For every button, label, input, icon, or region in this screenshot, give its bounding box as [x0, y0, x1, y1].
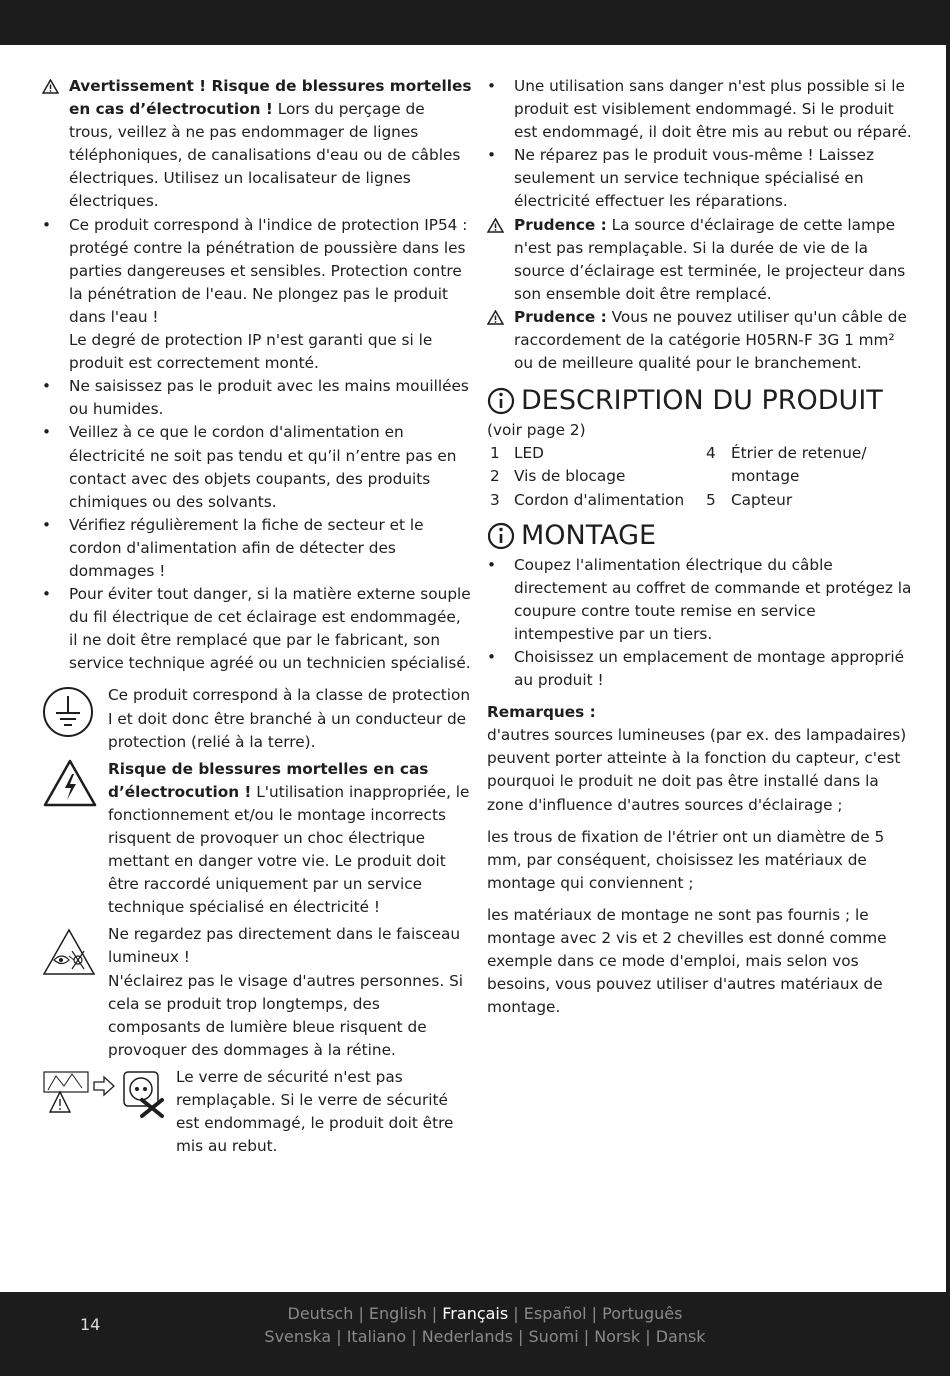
language-list: Deutsch | English | Français | Español | Português Svenska | Italiano | Nederlands | Suomi | Norsk | Dansk [264, 1304, 706, 1346]
top-bar [0, 0, 946, 45]
list-item: • Ne saisissez pas le produit avec les mains mouillées ou humides. [42, 377, 469, 419]
list-item: • Ne réparez pas le produit vous-même ! Laissez seulement un service technique spécialisé en électricité effectuer les réparations. [487, 146, 874, 211]
info-icon [487, 387, 515, 415]
section-heading-montage: MONTAGE [487, 518, 912, 554]
earth-ground-icon [42, 686, 94, 738]
active-language: Français [442, 1304, 509, 1323]
list-item: Cordon d'alimentation [514, 490, 685, 509]
list-item: • Choisissez un emplacement de montage approprié au produit ! [487, 647, 905, 690]
right-column [487, 75, 912, 1019]
caution-cable: Prudence : Vous ne pouvez utiliser qu'un câble de raccordement de la catégorie H05RN-F 3G 1 mm² ou de meilleure qualité pour le branchement. [487, 306, 912, 375]
page-number: 14 [80, 1315, 101, 1334]
list-item: • Veillez à ce que le cordon d'alimentation en électricité ne soit pas tendu et qu’il n’entre pas en contact avec des objets coupants, des produits chimiques ou des solvants. [42, 423, 457, 511]
warning-triangle-icon [487, 218, 504, 233]
protection-class-note: Ce produit correspond à la classe de protection I et doit donc être branché à un conducteur de protection (relié à la terre). [42, 684, 472, 753]
list-item: Étrier de retenue/ montage [731, 444, 867, 486]
list-item: • Vérifiez régulièrement la fiche de secteur et le cordon d'alimentation afin de détecter des dommages ! [42, 515, 424, 580]
broken-glass-icon [42, 1068, 170, 1118]
left-column [42, 75, 472, 1158]
section-heading-description: DESCRIPTION DU PRODUIT [487, 383, 912, 419]
high-voltage-icon [42, 758, 98, 808]
remark-paragraph: les matériaux de montage ne sont pas fournis ; le montage avec 2 vis et 2 chevilles est donné comme exemple dans ce mode d'emploi, mais selon vos besoins, vous pouvez utiliser d'autres matériaux de montage. [487, 905, 887, 1017]
remarks-heading: Remarques : [487, 703, 596, 722]
list-item: • Ce produit correspond à l'indice de protection IP54 : protégé contre la pénétration de poussière dans les parties dangereuses et sensibles. Protection contre la pénétration de l'eau. Ne plongez pas le produit dans l'eau ! Le degré de protection IP n'est garanti que si le produit est correctement monté. [42, 215, 468, 373]
warning-triangle-icon [42, 79, 59, 94]
shock-warning: Risque de blessures mortelles en cas d’électrocution ! L'utilisation inappropriée, le fonctionnement et/ou le montage incorrects risquent de provoquer un choc électrique mettant en danger votre vie. Le produit doit être raccordé uniquement par un service technique spécialisé en électricité ! [42, 758, 472, 920]
caution-light-source: Prudence : La source d'éclairage de cette lampe n'est pas remplaçable. Si la durée de vie de la source d’éclairage est terminée, le projecteur dans son ensemble doit être remplacé. [487, 214, 912, 306]
list-item: • Coupez l'alimentation électrique du câble directement au coffret de commande et protégez la coupure contre toute remise en service intempestive par un tiers. [487, 555, 912, 643]
list-item: • Pour éviter tout danger, si la matière externe souple du fil électrique de cet éclairage est endommagée, il ne doit être remplacé que par le fabricant, son service technique agréé ou un technicien spécialisé. [42, 585, 471, 673]
list-item: Capteur [731, 490, 793, 509]
eye-hazard-icon [42, 927, 96, 977]
see-page-note: (voir page 2) [487, 421, 586, 440]
beam-warning: Ne regardez pas directement dans le faisceau lumineux ! N'éclairez pas le visage d'autres personnes. Si cela se produit trop longtemps, des composants de lumière bleue risquent de provoquer des dommages à la rétine. [42, 923, 472, 1062]
right-edge-bar [946, 0, 950, 1376]
parts-list: 1 LED 4 Étrier de retenue/ montage 2 Vis de blocage 3 Cordon d'alimentation 5 Capteur [487, 442, 912, 511]
warning-text: Lors du perçage de trous, veillez à ne pas endommager de lignes téléphoniques, de canalisations d'eau ou de câbles électriques. Utilisez un localisateur de lignes électriques. [69, 100, 461, 211]
warning-title: Avertissement ! Risque de blessures mortelles en cas d’électrocution ! [69, 77, 472, 119]
remark-paragraph: d'autres sources lumineuses (par ex. des lampadaires) peuvent porter atteinte à la fonction du capteur, c'est pourquoi le produit ne doit pas être installé dans la zone d'influence d'autres sources d'éclairage ; [487, 726, 907, 814]
list-item: Vis de blocage [514, 467, 626, 486]
warning-electrocution [42, 75, 472, 214]
info-icon [487, 522, 515, 550]
safety-glass-note: Le verre de sécurité n'est pas remplaçable. Si le verre de sécurité est endommagé, le produit doit être mis au rebut. [42, 1066, 472, 1158]
list-item: • Une utilisation sans danger n'est plus possible si le produit est visiblement endommagé. Si le produit est endommagé, il doit être mis au rebut ou réparé. [487, 77, 912, 142]
warning-triangle-icon [487, 310, 504, 325]
remark-paragraph: les trous de fixation de l'étrier ont un diamètre de 5 mm, par conséquent, choisissez les matériaux de montage qui conviennent ; [487, 827, 885, 892]
list-item: LED [514, 444, 544, 463]
